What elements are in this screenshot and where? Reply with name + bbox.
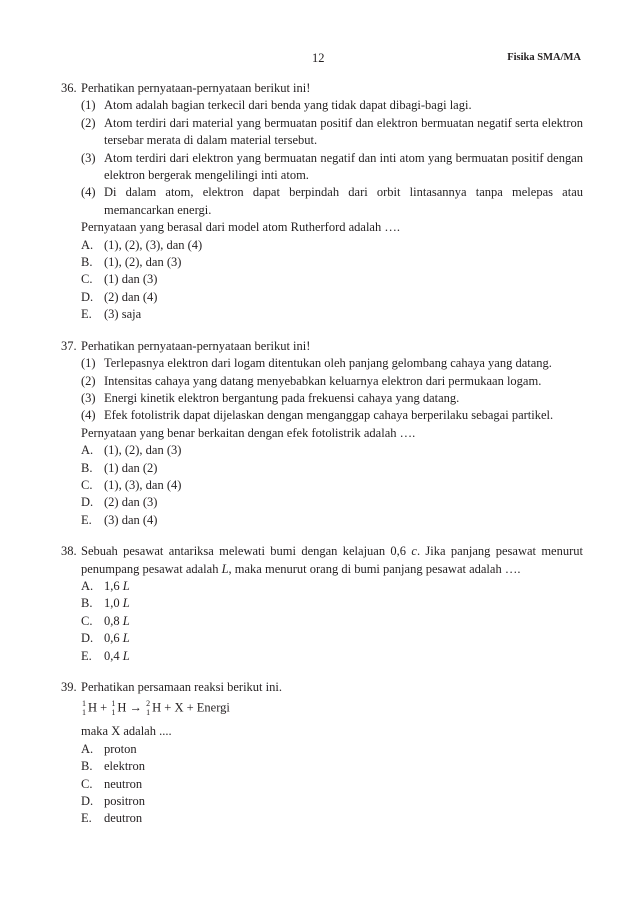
page-header	[0, 51, 638, 67]
option-text: (1) dan (3)	[104, 272, 158, 287]
reaction-arrow-icon: →	[129, 700, 142, 715]
option-text: (1) dan (2)	[104, 460, 158, 475]
option-value: 0,6	[104, 631, 120, 646]
question-list	[61, 80, 583, 842]
option-text: deutron	[104, 811, 143, 826]
question-stem: Pernyataan yang benar berkaitan dengan efek fotolistrik adalah ….	[81, 425, 416, 440]
option-label: A.	[81, 741, 94, 756]
statement	[81, 97, 583, 114]
option-text: (2) dan (3)	[104, 495, 158, 510]
prompt-text: . Jika panjang pesawat menurut penumpang pesawat adalah	[81, 544, 583, 576]
mass-number: 1	[111, 698, 116, 708]
statement-label: (1)	[81, 356, 96, 371]
isotope-notation	[145, 700, 151, 718]
plus-sign: +	[100, 700, 108, 715]
equation-products: + X + Energi	[164, 700, 230, 715]
option-d[interactable]	[81, 793, 583, 810]
option-label: C.	[81, 477, 93, 492]
option-b[interactable]	[81, 595, 583, 612]
question-37	[61, 338, 583, 529]
statement-text: Atom terdiri dari material yang bermuatan positif dan elektron bermuatan negatif serta elektron tersebar merata di dalam material tersebut.	[104, 115, 583, 148]
option-text: (1), (2), dan (3)	[104, 255, 182, 270]
option-d[interactable]	[81, 494, 583, 511]
option-label: E.	[81, 811, 92, 826]
question-stem: maka X adalah ....	[81, 724, 172, 739]
statement-text: Energi kinetik elektron bergantung pada frekuensi cahaya yang datang.	[104, 390, 460, 405]
option-a[interactable]	[81, 741, 583, 758]
prompt-variable-l: L	[221, 561, 229, 576]
option-b[interactable]	[81, 460, 583, 477]
mass-number: 1	[82, 698, 86, 708]
option-text: (1), (3), dan (4)	[104, 477, 182, 492]
option-text: (1), (2), (3), dan (4)	[104, 237, 203, 252]
option-e[interactable]	[81, 810, 583, 827]
page-number: 12	[312, 51, 325, 65]
option-d[interactable]	[81, 289, 583, 306]
option-c[interactable]	[81, 271, 583, 288]
option-text: (1), (2), dan (3)	[104, 443, 182, 458]
question-prompt	[81, 543, 583, 578]
atomic-number: 1	[146, 707, 151, 717]
statement-text: Terlepasnya elektron dari logam ditentukan oleh panjang gelombang cahaya yang datang.	[104, 356, 552, 371]
element-symbol: H	[88, 700, 98, 715]
statement-label: (2)	[81, 115, 96, 130]
statement	[81, 184, 583, 219]
statement-label: (2)	[81, 373, 96, 388]
option-c[interactable]	[81, 477, 583, 494]
isotope-notation	[81, 700, 87, 718]
atomic-number: 1	[111, 707, 116, 717]
option-unit: L	[122, 631, 130, 646]
option-text: positron	[104, 794, 145, 809]
option-unit: L	[122, 613, 130, 628]
option-label: E.	[81, 307, 92, 322]
question-prompt: Perhatikan pernyataan-pernyataan berikut ini!	[81, 81, 311, 95]
option-d[interactable]	[81, 630, 583, 647]
question-prompt: Perhatikan pernyataan-pernyataan berikut ini!	[81, 338, 311, 353]
prompt-text: Sebuah pesawat antariksa melewati bumi dengan kelajuan 0,6	[81, 544, 412, 559]
statement-text: Di dalam atom, elektron dapat berpindah dari orbit lintasannya tanpa melepas atau memancarkan energi.	[104, 185, 583, 217]
question-stem: Pernyataan yang berasal dari model atom Rutherford adalah ….	[81, 220, 400, 235]
option-label: B.	[81, 460, 93, 475]
option-a[interactable]	[81, 442, 583, 459]
statement	[81, 355, 583, 372]
statement	[81, 373, 583, 390]
option-text: (3) dan (4)	[104, 512, 158, 527]
element-symbol: H	[152, 700, 162, 715]
option-label: B.	[81, 255, 93, 270]
isotope-notation	[110, 700, 116, 718]
option-label: A.	[81, 237, 94, 252]
option-text: (2) dan (4)	[104, 289, 158, 304]
option-unit: L	[122, 578, 130, 593]
statement-label: (3)	[81, 390, 96, 405]
statement	[81, 115, 583, 150]
statement-label: (4)	[81, 185, 96, 200]
option-value: 1,6	[104, 578, 120, 593]
statement	[81, 390, 583, 407]
option-label: C.	[81, 272, 93, 287]
option-a[interactable]	[81, 237, 583, 254]
option-label: A.	[81, 443, 94, 458]
option-e[interactable]	[81, 306, 583, 323]
option-text: (3) saja	[104, 307, 142, 322]
option-label: C.	[81, 613, 93, 628]
option-unit: L	[122, 648, 130, 663]
option-a[interactable]	[81, 578, 583, 595]
question-36	[61, 80, 583, 324]
question-prompt: Perhatikan persamaan reaksi berikut ini.	[81, 680, 282, 694]
option-label: C.	[81, 776, 93, 791]
question-number: 37.	[61, 338, 77, 353]
option-unit: L	[122, 596, 130, 611]
statement-label: (1)	[81, 98, 96, 113]
prompt-variable-c: c	[411, 544, 417, 559]
mass-number: 2	[146, 698, 151, 708]
statement-text: Atom terdiri dari elektron yang bermuatan negatif dan inti atom yang bermuatan positif dengan elektron bergerak mengelilingi inti atom.	[104, 150, 583, 183]
element-symbol: H	[117, 700, 127, 715]
option-c[interactable]	[81, 776, 583, 793]
option-c[interactable]	[81, 613, 583, 630]
option-label: D.	[81, 495, 94, 510]
option-label: E.	[81, 512, 92, 527]
option-label: D.	[81, 289, 94, 304]
question-number: 38.	[61, 544, 77, 559]
option-value: 0,8	[104, 613, 120, 628]
statement	[81, 407, 583, 424]
question-number: 36.	[61, 81, 77, 95]
option-label: B.	[81, 759, 93, 774]
statement-label: (3)	[81, 150, 96, 165]
option-e[interactable]	[81, 648, 583, 665]
prompt-text: , maka menurut orang di bumi panjang pesawat adalah ….	[228, 561, 521, 576]
statement-text: Intensitas cahaya yang datang menyebabkan keluarnya elektron dari permukaan logam.	[104, 373, 542, 388]
question-38	[61, 543, 583, 665]
option-label: D.	[81, 631, 94, 646]
statement-label: (4)	[81, 408, 96, 423]
question-39	[61, 679, 583, 828]
question-number: 39.	[61, 680, 77, 694]
option-value: 1,0	[104, 596, 120, 611]
option-label: A.	[81, 578, 94, 593]
reaction-equation	[81, 696, 583, 723]
option-value: 0,4	[104, 648, 120, 663]
option-b[interactable]	[81, 758, 583, 775]
option-text: elektron	[104, 759, 145, 774]
option-label: E.	[81, 648, 92, 663]
option-label: B.	[81, 596, 93, 611]
option-e[interactable]	[81, 512, 583, 529]
book-title: Fisika SMA/MA	[507, 52, 581, 63]
option-text: proton	[104, 741, 137, 756]
statement	[81, 150, 583, 185]
option-b[interactable]	[81, 254, 583, 271]
statement-text: Atom adalah bagian terkecil dari benda yang tidak dapat dibagi-bagi lagi.	[104, 98, 472, 113]
option-text: neutron	[104, 776, 143, 791]
statement-text: Efek fotolistrik dapat dijelaskan dengan menganggap cahaya berperilaku sebagai partikel.	[104, 408, 554, 423]
atomic-number: 1	[82, 707, 86, 717]
option-label: D.	[81, 794, 94, 809]
